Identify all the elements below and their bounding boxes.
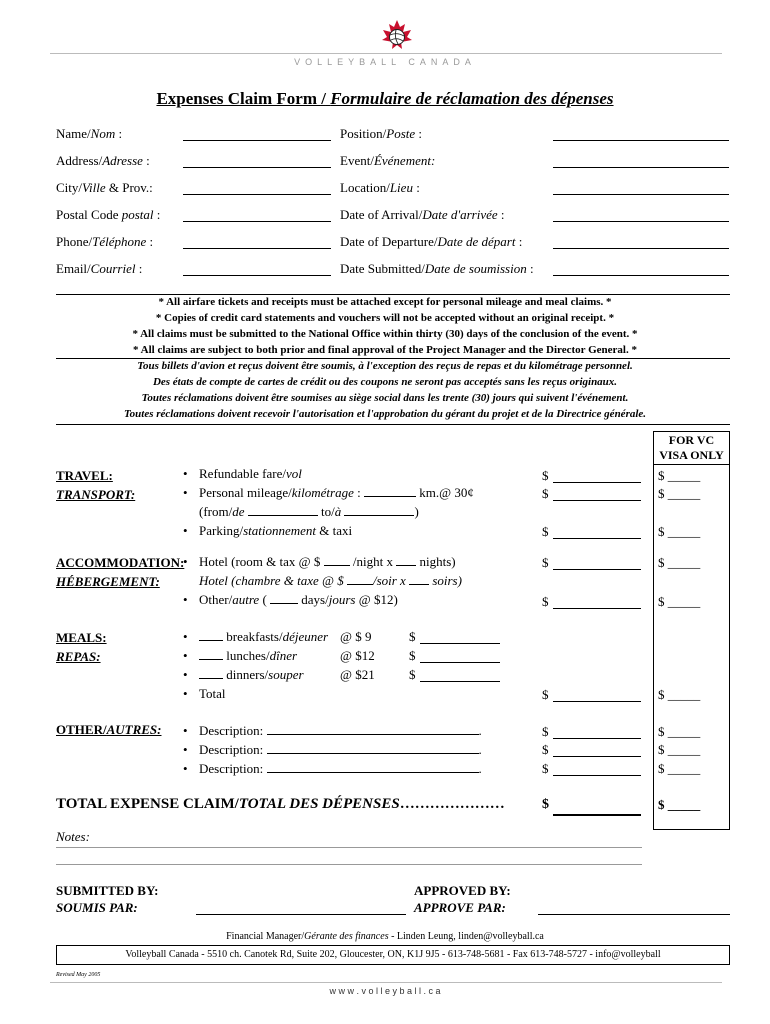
- accommodation-hotel-fr: Hotel (chambre & taxe @ $ /soir x soirs): [199, 573, 462, 588]
- dinner-currency: $: [409, 667, 416, 682]
- footer-rule: [50, 982, 722, 983]
- vc-hotel[interactable]: $ _____: [658, 555, 701, 570]
- accommodation-label-en: ACCOMMODATION:: [56, 555, 185, 570]
- vc-other-1[interactable]: $ _____: [658, 724, 701, 739]
- location-input[interactable]: [553, 194, 729, 195]
- revised-date: Revised May 2005: [56, 972, 101, 978]
- other-description-3: • Description: .: [199, 761, 482, 777]
- submitted-by-signature[interactable]: [196, 914, 406, 915]
- meal-breakfast: • breakfasts/déjeuner: [199, 629, 328, 645]
- meals-label-en: MEALS:: [56, 630, 107, 645]
- meal-breakfast-rate: @ $ 9: [340, 629, 372, 644]
- other-3-amount[interactable]: [553, 775, 641, 776]
- field-label-submitted-date: Date Submitted/Date de soumission :: [340, 261, 534, 276]
- breakfast-currency: $: [409, 629, 416, 644]
- breakfast-count-input[interactable]: [199, 630, 223, 641]
- vc-travel-fare[interactable]: $ _____: [658, 468, 701, 483]
- vc-other-accom[interactable]: $ _____: [658, 594, 701, 609]
- approved-by-signature[interactable]: [538, 914, 730, 915]
- vc-other-3[interactable]: $ _____: [658, 761, 701, 776]
- submitted-by-en: SUBMITTED BY:: [56, 883, 159, 898]
- travel-label-en: TRAVEL:: [56, 468, 113, 483]
- phone-input[interactable]: [183, 248, 331, 249]
- other-days-input[interactable]: [270, 593, 298, 604]
- other-2-currency: $: [542, 742, 549, 757]
- travel-fare-currency: $: [542, 468, 549, 483]
- notice-en-1: * All airfare tickets and receipts must be attached except for personal mileage and meal claims. *: [158, 296, 612, 308]
- submitted-date-input[interactable]: [553, 275, 729, 276]
- title-english: Expenses Claim Form /: [156, 89, 326, 108]
- meal-lunch: • lunches/dîner: [199, 648, 297, 664]
- notice-fr-4: Toutes réclamations doivent recevoir l'autorisation et l'approbation du gérant du projet et de la Directrice générale.: [123, 408, 647, 420]
- name-input[interactable]: [183, 140, 331, 141]
- accommodation-label-fr: HÉBERGEMENT:: [56, 574, 160, 589]
- vc-total[interactable]: $ _____: [658, 797, 701, 812]
- notice-rule-bottom: [56, 424, 730, 425]
- notice-rule-top: [56, 294, 730, 295]
- vc-travel-mileage[interactable]: $ _____: [658, 486, 701, 501]
- meals-label-fr: REPAS:: [56, 649, 101, 664]
- field-label-city: City/Ville & Prov.:: [56, 180, 153, 195]
- notes-line-2[interactable]: [56, 864, 642, 865]
- financial-manager-line: Financial Manager/Gérante des finances - Linden Leung, linden@volleyball.ca: [226, 931, 544, 942]
- address-line: Volleyball Canada - 5510 ch. Canotek Rd, Suite 202, Gloucester, ON, K1J 9J5 - 613-748-5681 - Fax 613-748-5727 - info@volleyball: [125, 949, 661, 960]
- notice-rule-middle: [56, 358, 730, 359]
- meal-dinner: • dinners/souper: [199, 667, 304, 683]
- total-currency: $: [542, 797, 549, 812]
- address-input[interactable]: [183, 167, 331, 168]
- arrival-input[interactable]: [553, 221, 729, 222]
- hotel-currency: $: [542, 555, 549, 570]
- lunch-currency: $: [409, 648, 416, 663]
- travel-mileage: • Personal mileage/kilométrage : km.@ 30¢: [199, 485, 474, 501]
- field-label-position: Position/Poste :: [340, 126, 423, 141]
- field-label-location: Location/Lieu :: [340, 180, 420, 195]
- field-label-postal: Postal Code postal :: [56, 207, 161, 222]
- notice-en-3: * All claims must be submitted to the National Office within thirty (30) days of the conclusion of the event. *: [132, 328, 638, 340]
- field-label-phone: Phone/Téléphone :: [56, 234, 154, 249]
- travel-parking-amount[interactable]: [553, 538, 641, 539]
- notice-en-2: * Copies of credit card statements and vouchers will not be accepted without an original receipt. *: [155, 312, 615, 324]
- hotel-amount[interactable]: [553, 569, 641, 570]
- meal-total: • Total: [199, 686, 226, 702]
- notice-en-4: * All claims are subject to both prior and final approval of the Project Manager and the Director General. *: [133, 344, 637, 356]
- travel-parking-currency: $: [542, 524, 549, 539]
- title-french: Formulaire de réclamation des dépenses: [330, 89, 614, 108]
- notes-line-1[interactable]: [56, 847, 642, 848]
- other-description-1: • Description: .: [199, 723, 482, 739]
- org-name: VOLLEYBALL CANADA: [294, 57, 476, 67]
- website: w w w . v o l l e y b a l l . c a: [329, 986, 441, 996]
- submitted-by-fr: SOUMIS PAR:: [56, 900, 138, 915]
- accommodation-other: • Other/autre ( days/jours @ $12): [199, 592, 398, 608]
- travel-mileage-currency: $: [542, 486, 549, 501]
- other-2-amount[interactable]: [553, 756, 641, 757]
- departure-input[interactable]: [553, 248, 729, 249]
- meal-dinner-rate: @ $21: [340, 667, 375, 682]
- hotel-nights-input[interactable]: [396, 555, 416, 566]
- vc-visa-header-line2: VISA ONLY: [659, 448, 724, 462]
- travel-from-to: (from/de to/à ): [199, 504, 419, 519]
- total-expense-claim: TOTAL EXPENSE CLAIM/TOTAL DES DÉPENSES…………………: [56, 796, 505, 812]
- other-accom-amount[interactable]: [553, 608, 641, 609]
- meals-total-currency: $: [542, 687, 549, 702]
- field-label-name: Name/Nom :: [56, 126, 123, 141]
- description-1-input[interactable]: [267, 724, 479, 735]
- other-3-currency: $: [542, 761, 549, 776]
- field-label-address: Address/Adresse :: [56, 153, 150, 168]
- approved-by-fr: APPROVE PAR:: [414, 900, 506, 915]
- postal-input[interactable]: [183, 221, 331, 222]
- breakfast-amount[interactable]: [420, 643, 500, 644]
- travel-fare: • Refundable fare/vol: [199, 466, 302, 482]
- total-amount[interactable]: [553, 814, 641, 816]
- travel-mileage-amount[interactable]: [553, 500, 641, 501]
- lunch-amount[interactable]: [420, 662, 500, 663]
- logo: [381, 20, 413, 54]
- field-label-event: Event/Événement:: [340, 153, 436, 168]
- dinner-count-input[interactable]: [199, 668, 223, 679]
- email-input[interactable]: [183, 275, 331, 276]
- field-label-email: Email/Courriel :: [56, 261, 143, 276]
- vc-meals-total[interactable]: $ _____: [658, 687, 701, 702]
- other-1-currency: $: [542, 724, 549, 739]
- volleyball-canada-logo-icon: [381, 20, 413, 54]
- travel-fare-amount[interactable]: [553, 482, 641, 483]
- meals-total-amount[interactable]: [553, 701, 641, 702]
- to-input[interactable]: [344, 505, 414, 516]
- other-description-2: • Description: .: [199, 742, 482, 758]
- other-label: OTHER/AUTRES:: [56, 722, 162, 737]
- other-1-amount[interactable]: [553, 738, 641, 739]
- page-title: [0, 89, 770, 109]
- vc-other-2[interactable]: $ _____: [658, 742, 701, 757]
- vc-travel-parking[interactable]: $ _____: [658, 524, 701, 539]
- hotel-rate-input[interactable]: [324, 555, 350, 566]
- lunch-count-input[interactable]: [199, 649, 223, 660]
- from-input[interactable]: [248, 505, 318, 516]
- field-label-departure: Date of Departure/Date de départ :: [340, 234, 523, 249]
- travel-parking: • Parking/stationnement & taxi: [199, 523, 352, 539]
- dinner-amount[interactable]: [420, 681, 500, 682]
- notice-fr-3: Toutes réclamations doivent être soumises au siège social dans les trente (30) jours qui suivent l'événement.: [141, 392, 629, 404]
- notice-fr-1: Tous billets d'avion et reçus doivent être soumis, à l'exception des reçus de repas et du kilométrage personnel.: [137, 360, 633, 372]
- travel-label-fr: TRANSPORT:: [56, 487, 136, 502]
- accommodation-hotel: • Hotel (room & tax @ $ /night x nights): [199, 554, 456, 570]
- field-label-arrival: Date of Arrival/Date d'arrivée :: [340, 207, 505, 222]
- address-box: [56, 945, 730, 965]
- other-accom-currency: $: [542, 594, 549, 609]
- position-input[interactable]: [553, 140, 729, 141]
- notice-fr-2: Des états de compte de cartes de crédit ou des coupons ne seront pas acceptés sans les reçus originaux.: [152, 376, 618, 388]
- meal-lunch-rate: @ $12: [340, 648, 375, 663]
- header-rule: [50, 53, 722, 54]
- notes-label: Notes:: [56, 829, 90, 844]
- description-2-input[interactable]: [267, 743, 479, 754]
- description-3-input[interactable]: [267, 762, 479, 773]
- event-input[interactable]: [553, 167, 729, 168]
- mileage-km-input[interactable]: [364, 486, 416, 497]
- city-input[interactable]: [183, 194, 331, 195]
- approved-by-en: APPROVED BY:: [414, 883, 511, 898]
- vc-visa-header-line1: FOR VC: [668, 433, 715, 447]
- vc-visa-header: [654, 432, 729, 465]
